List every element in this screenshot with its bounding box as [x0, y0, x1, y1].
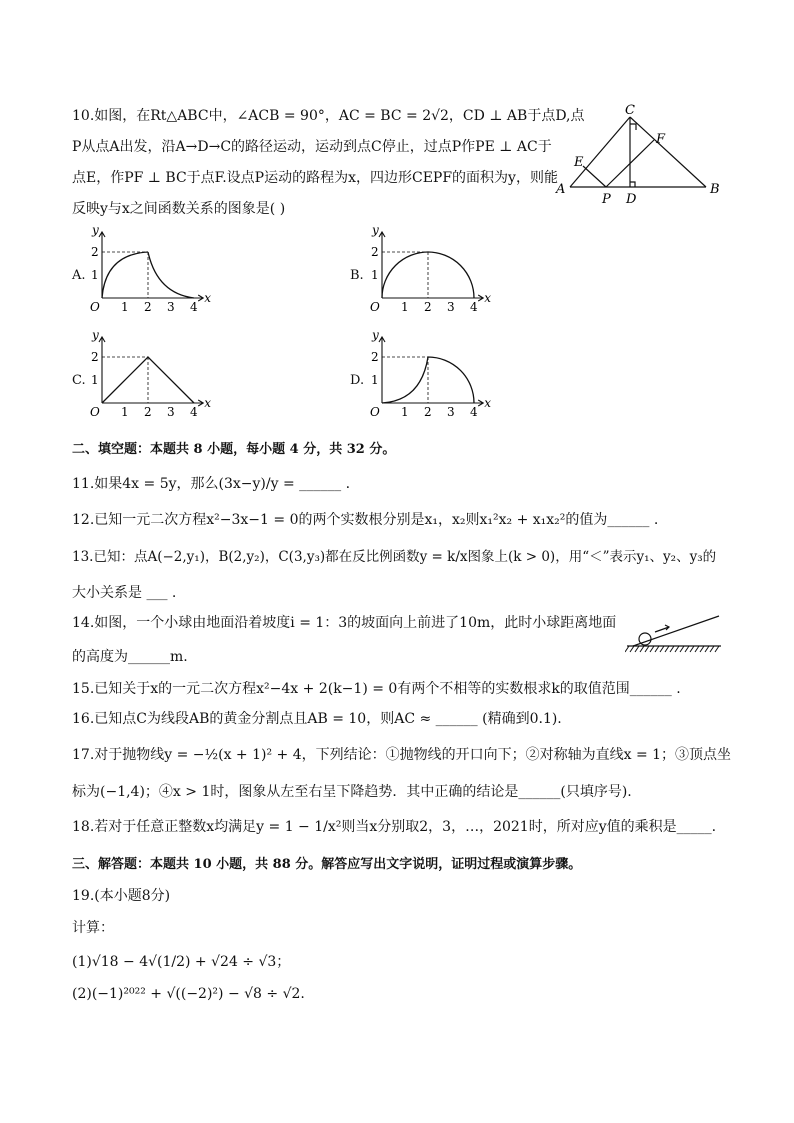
q10-line-1: 10.如图，在Rt△ABC中，∠ACB = 90°，AC = BC = 2√2，CD ⊥ AB于点D,点: [72, 108, 585, 124]
x-tick-label: 3: [447, 405, 455, 419]
option-c-label: C.: [72, 373, 86, 388]
x-tick-label: 2: [424, 405, 432, 419]
x-tick-label: 2: [144, 300, 152, 314]
q11: 11.如果4x = 5y，那么(3x−y)/y = ______ .: [72, 476, 351, 492]
origin-label: O: [90, 300, 100, 314]
origin-label: O: [370, 300, 380, 314]
q19-calc: 计算：: [72, 920, 114, 936]
label-F: F: [656, 132, 666, 147]
x-tick-label: 4: [470, 405, 478, 419]
slope-figure: [625, 612, 725, 654]
label-B: B: [710, 182, 720, 197]
y-tick-label: 1: [91, 373, 99, 387]
x-tick-label: 1: [121, 300, 129, 314]
section-3-heading: 三、解答题：本题共 10 小题，共 88 分。解答应写出文字说明，证明过程或演算步骤。: [72, 857, 582, 872]
x-tick-label: 2: [144, 405, 152, 419]
option-b-label: B.: [350, 268, 364, 283]
option-a-label: A.: [72, 268, 86, 283]
q16: 16.已知点C为线段AB的黄金分割点且AB = 10，则AC ≈ ______ (精确到0.1).: [72, 711, 562, 727]
option-d-label: D.: [350, 373, 365, 388]
q17-line-2: 标为(−1,4)；④x > 1时，图象从左至右呈下降趋势．其中正确的结论是______(只填序号).: [72, 784, 632, 800]
q13-line-1: 13.已知：点A(−2,y₁)，B(2,y₂)，C(3,y₃)都在反比例函数y = k/x图象上(k > 0)，用“＜”表示y₁、y₂、y₃的: [72, 549, 717, 565]
y-tick-label: 1: [371, 268, 379, 282]
q14-line-1: 14.如图，一个小球由地面沿着坡度i = 1：3的坡面向上前进了10m，此时小球距离地面: [72, 615, 617, 631]
q14-line-2: 的高度为______m.: [72, 649, 188, 665]
label-A: A: [556, 182, 566, 197]
q19-part-2: (2)(−1)²⁰²² + √((−2)²) − √8 ÷ √2.: [72, 986, 305, 1002]
y-tick-label: 1: [91, 268, 99, 282]
x-tick-label: 1: [121, 405, 129, 419]
q19-part-1: (1)√18 − 4√(1/2) + √24 ÷ √3；: [72, 954, 291, 970]
label-D: D: [626, 192, 637, 207]
q12: 12.已知一元二次方程x²−3x−1 = 0的两个实数根分别是x₁，x₂则x₁²x₂ + x₁x₂²的值为______ .: [72, 512, 659, 528]
q15: 15.已知关于x的一元二次方程x²−4x + 2(k−1) = 0有两个不相等的实数根求k的取值范围______ .: [72, 681, 681, 697]
x-tick-label: 1: [401, 405, 409, 419]
y-axis-label: y: [92, 224, 99, 237]
q10-line-4: 反映y与x之间函数关系的图象是( ): [72, 201, 286, 217]
x-tick-label: 3: [167, 405, 175, 419]
x-tick-label: 4: [190, 405, 198, 419]
y-tick-label: 1: [371, 373, 379, 387]
x-axis-label: x: [484, 291, 491, 305]
y-axis-label: y: [372, 329, 379, 342]
x-tick-label: 1: [401, 300, 409, 314]
section-2-heading: 二、填空题：本题共 8 小题，每小题 4 分，共 32 分。: [72, 442, 396, 457]
x-tick-label: 3: [447, 300, 455, 314]
x-tick-label: 4: [470, 300, 478, 314]
triangle-figure: [550, 100, 730, 210]
x-tick-label: 4: [190, 300, 198, 314]
option-b-graph: [368, 224, 498, 316]
x-axis-label: x: [484, 396, 491, 410]
y-axis-label: y: [372, 224, 379, 237]
y-tick-label: 2: [91, 350, 99, 364]
y-axis-label: y: [92, 329, 99, 342]
q17-line-1: 17.对于抛物线y = −½(x + 1)² + 4，下列结论：①抛物线的开口向下；②对称轴为直线x = 1；③顶点坐: [72, 747, 732, 763]
label-E: E: [574, 155, 584, 170]
y-tick-label: 2: [371, 245, 379, 259]
option-c-graph: [88, 329, 218, 421]
y-tick-label: 2: [371, 350, 379, 364]
q10-line-3: 点E，作PF ⊥ BC于点F.设点P运动的路程为x，四边形CEPF的面积为y，则能: [72, 170, 558, 186]
x-axis-label: x: [204, 396, 211, 410]
y-tick-label: 2: [91, 245, 99, 259]
q19-title: 19.(本小题8分): [72, 888, 171, 904]
x-axis-label: x: [204, 291, 211, 305]
q10-line-2: P从点A出发，沿A→D→C的路径运动，运动到点C停止，过点P作PE ⊥ AC于: [72, 139, 552, 155]
origin-label: O: [90, 405, 100, 419]
origin-label: O: [370, 405, 380, 419]
option-a-graph: [88, 224, 218, 316]
x-tick-label: 3: [167, 300, 175, 314]
x-tick-label: 2: [424, 300, 432, 314]
label-C: C: [625, 103, 635, 118]
option-d-graph: [368, 329, 498, 421]
q18: 18.若对于任意正整数x均满足y = 1 − 1/x²则当x分别取2，3，…，2021时，所对应y值的乘积是_____.: [72, 819, 717, 835]
label-P: P: [602, 192, 611, 207]
q13-line-2: 大小关系是 ___ .: [72, 585, 177, 601]
